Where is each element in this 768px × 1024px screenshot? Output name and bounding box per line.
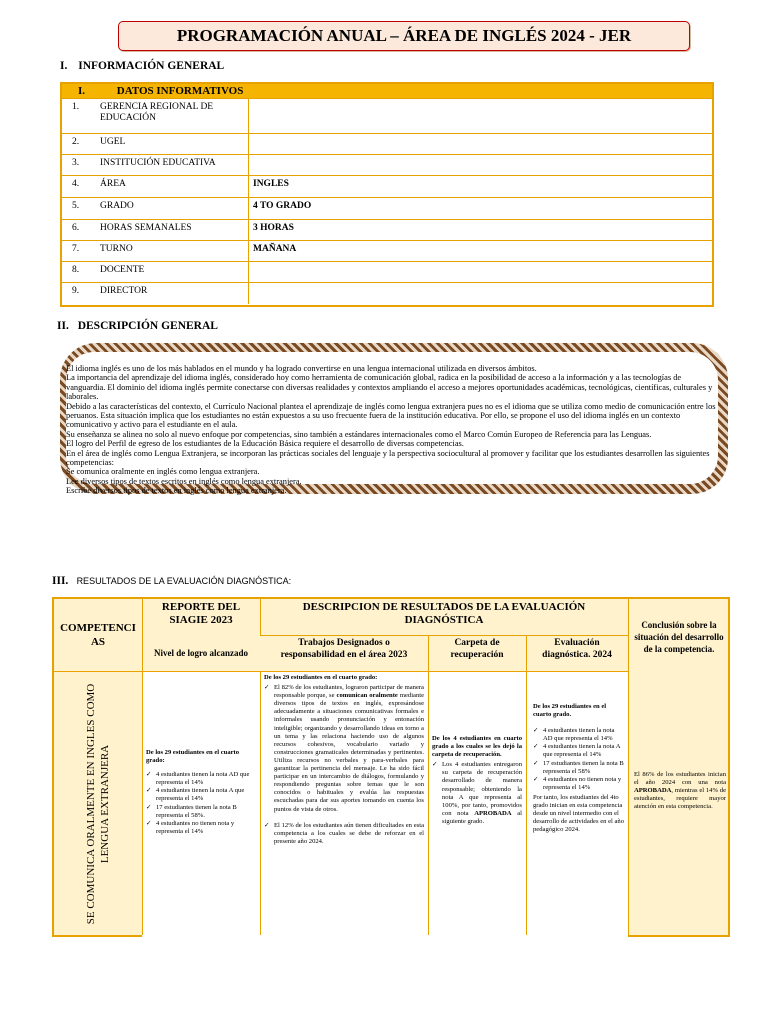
datos-row — [62, 198, 712, 220]
carpeta-cell — [432, 735, 522, 826]
datos-row-number: 8. — [72, 265, 80, 275]
datos-row-number: 1. — [72, 102, 80, 112]
trabajos-cell — [264, 674, 424, 846]
datos-row-number: 4. — [72, 179, 80, 189]
datos-row-label: INSTITUCIÓN EDUCATIVA — [100, 155, 249, 175]
datos-row — [62, 155, 712, 176]
datos-row-label: GRADO — [100, 198, 249, 219]
header-trabajos — [260, 635, 428, 671]
section-1-title: INFORMACIÓN GENERAL — [78, 60, 225, 72]
datos-row — [62, 220, 712, 241]
datos-row-value — [249, 99, 712, 133]
datos-row-value — [249, 134, 712, 154]
datos-row-value: MAÑANA — [253, 244, 297, 254]
competency-name: SE COMUNICA ORALMENTE EN INGLES COMO LENGUA EXTRANJERA — [85, 683, 112, 925]
datos-header — [62, 84, 712, 99]
header-carpeta — [428, 635, 526, 671]
carpeta-item: ✓ Los 4 estudiantes entregaron su carpeta de recuperación desarrollado de manera responsable; obteniendo la nota A que representa al 100%, por tanto, promovidos con nota APROBADA al siguiente grado. — [442, 761, 522, 826]
datos-row-value: INGLES — [253, 179, 289, 189]
trabajos-item: ✓ El 82% de los estudiantes, lograron participar de manera responsable porque, se comunican oralmente mediante diversos tipos de textos en inglés, expresándose adecuadamente a situaciones comunicativas formales e informales usando pronunciación y entonación inteligible; organizando y desarrollando ideas en torno a un tema y las relaciona haciendo uso de algunos recursos cohesivos, vocabulario variado y construcciones gramaticales determinadas y pertinentes. Utiliza recursos no verbales y para-verbales para garantizar la pertinencia del mensaje. Le ha sido fácil participar en un intercambio de diálogos, formulando y respondiendo preguntas sobre temas que le son conocidos o habituales y evalúa las respuestas escuchadas para dar sus aportes tomando en cuenta los puntos de vista de otros. — [274, 684, 424, 814]
datos-row-value: 4 TO GRADO — [253, 201, 312, 211]
competency-item: Se comunica oralmente en inglés como lengua extranjera. — [66, 467, 260, 477]
header-competencias-text: COMPETENCIAS — [60, 622, 136, 648]
datos-row-value — [249, 262, 712, 282]
description-paragraph: El idioma inglés es uno de los más hablados en el mundo y ha logrado convertirse en una lengua internacional utilizada en diversos ámbitos. — [66, 364, 537, 373]
trabajos-item: ✓ El 12% de los estudiantes aún tienen dificultades en esta competencia a los cuales se debe de reforzar en el presente año 2024. — [274, 822, 424, 846]
competency-item: Lee diversos tipos de textos escritos en inglés como lengua extranjera. — [66, 476, 302, 486]
trabajos-intro: De los 29 estudiantes en el cuarto grado: — [264, 674, 378, 681]
section-3-heading — [52, 575, 291, 587]
header-reporte — [142, 599, 260, 635]
datos-row-number: 7. — [72, 244, 80, 254]
header-nivel — [142, 635, 260, 671]
section-1-heading — [60, 60, 224, 72]
document-title — [118, 21, 690, 51]
section-3-roman: III. — [52, 575, 69, 587]
section-2-roman: II. — [57, 320, 69, 332]
section-2-title: DESCRIPCIÓN GENERAL — [77, 320, 218, 332]
conclusion-cell — [634, 771, 726, 811]
description-paragraph: Debido a las características del contexto, el Currículo Nacional plantea el aprendizaje de inglés como lengua extranjera pues no es el idioma que se utiliza como medio de comunicación entre los peruanos. Esta situación implica que los estudiantes no están expuestos a su uso frecuente fuera de la institución educativa. Por ello, se propone el uso del idioma inglés en un contexto comunicativo y activo para el estudiante en el aula. — [66, 401, 716, 430]
competency-cell — [54, 671, 142, 937]
results-table — [52, 597, 730, 937]
section-2-heading — [57, 320, 218, 332]
header-competencias — [54, 599, 142, 671]
description-paragraph: La importancia del aprendizaje del idioma inglés, considerado hoy como herramienta de comunicación global, radica en la posibilidad de acceso a la información y a las tecnologías de vanguardia. El dominio del idioma inglés permite conectarse con diversas realidades y contextos ampliando el acceso a mejores oportunidades académicas, tecnológicas, científicas, culturales y laborales. — [66, 373, 713, 402]
header-reporte-text: REPORTE DEL SIAGIE 2023 — [161, 601, 241, 626]
evaluacion-intro: De los 29 estudiantes en el cuarto grado. — [533, 703, 607, 719]
header-evaluacion-text: Evaluación diagnóstica. 2024 — [542, 638, 612, 660]
carpeta-intro: De los 4 estudiantes en cuarto grado a los cuales se les dejó la carpeta de recuperación. — [432, 735, 522, 759]
datos-row — [62, 283, 712, 304]
header-evaluacion — [526, 635, 628, 671]
datos-header-num: I. — [78, 85, 86, 97]
datos-row-number: 2. — [72, 137, 80, 147]
evaluacion-item: ✓ 4 estudiantes no tienen nota y representa el 14% — [543, 776, 624, 792]
datos-row-number: 3. — [72, 158, 80, 168]
datos-row-number: 6. — [72, 223, 80, 233]
datos-row — [62, 99, 712, 134]
datos-row — [62, 241, 712, 262]
description-text — [66, 364, 716, 496]
datos-row — [62, 262, 712, 283]
datos-row-label: UGEL — [100, 134, 249, 154]
datos-header-label: DATOS INFORMATIVOS — [116, 85, 244, 97]
datos-row-value — [249, 283, 712, 304]
section-3-title: RESULTADOS DE LA EVALUACIÓN DIAGNÓSTICA: — [76, 576, 292, 586]
header-conclusion-text: Conclusión sobre la situación del desarrollo de la competencia. — [634, 620, 724, 654]
datos-row-label: HORAS SEMANALES — [100, 220, 249, 240]
evaluacion-item: ✓ 4 estudiantes tienen la nota AD que representa el 14% — [543, 727, 624, 743]
header-trabajos-text: Trabajos Designados o responsabilidad en el área 2023 — [280, 638, 408, 660]
datos-row-label: TURNO — [100, 241, 249, 261]
nivel-cell — [146, 749, 256, 836]
datos-row-label: GERENCIA REGIONAL DE EDUCACIÓN — [100, 99, 249, 133]
nivel-item: ✓ 4 estudiantes tienen la nota A que representa el 14% — [156, 787, 256, 803]
description-paragraph: Su enseñanza se alinea no solo al nuevo enfoque por competencias, sino también a estándares internacionales como el Marco Común Europeo de Referencia para las Lenguas. — [66, 429, 652, 439]
datos-row-number: 9. — [72, 286, 80, 296]
header-descripcion-text: DESCRIPCION DE RESULTADOS DE LA EVALUACIÓN DIAGNÓSTICA — [302, 601, 586, 626]
datos-informativos-table — [60, 82, 714, 307]
header-nivel-text: Nivel de logro alcanzado — [153, 648, 249, 658]
competency-item: Escribe diversos tipos de textos en inglés como lengua extranjera. — [66, 486, 287, 496]
nivel-item: ✓ 17 estudiantes tienen la nota B representa el 58%. — [156, 804, 256, 820]
header-carpeta-text: Carpeta de recuperación — [450, 638, 504, 660]
section-1-roman: I. — [60, 60, 68, 72]
nivel-item: ✓ 4 estudiantes no tienen nota y representa el 14% — [156, 820, 256, 836]
evaluacion-item: ✓ 17 estudiantes tienen la nota B representa el 58% — [543, 760, 624, 776]
nivel-intro: De los 29 estudiantes en el cuarto grado: — [146, 749, 240, 765]
evaluacion-item: ✓ 4 estudiantes tienen la nota A que representa el 14% — [543, 743, 624, 759]
evaluacion-closing: Por tanto, los estudiantes del 4to grado inician en esta competencia desde un nivel intermedio con el desarrollo de actividades en el año pedagógico 2024. — [533, 793, 624, 834]
conclusion-text: El 86% de los estudiantes inician el año 2024 con una nota APROBADA, mientras el 14% de estudiantes, requiere mayor atención en esta competencia. — [634, 771, 726, 811]
datos-row-value — [249, 155, 712, 175]
datos-row — [62, 176, 712, 198]
datos-row-label: DOCENTE — [100, 262, 249, 282]
evaluacion-cell — [533, 703, 624, 834]
description-paragraph: En el área de inglés como Lengua Extranjera, se incorporan las prácticas sociales del lenguaje y la perspectiva sociocultural al promover y facilitar que los estudiantes desarrollen las siguientes competencias: — [66, 448, 710, 468]
datos-row-label: DIRECTOR — [100, 283, 249, 304]
datos-row-number: 5. — [72, 201, 80, 211]
header-conclusion — [628, 599, 730, 671]
datos-row — [62, 134, 712, 155]
datos-row-label: ÁREA — [100, 176, 249, 197]
nivel-item: ✓ 4 estudiantes tienen la nota AD que representa el 14% — [156, 771, 256, 787]
title-text: PROGRAMACIÓN ANUAL – ÁREA DE INGLÉS 2024 - JER — [176, 26, 632, 45]
datos-row-value: 3 HORAS — [253, 223, 294, 233]
description-paragraph: El logro del Perfil de egreso de los estudiantes de la Educación Básica requiere el desarrollo de diversas competencias. — [66, 439, 464, 449]
header-descripcion — [260, 599, 628, 635]
